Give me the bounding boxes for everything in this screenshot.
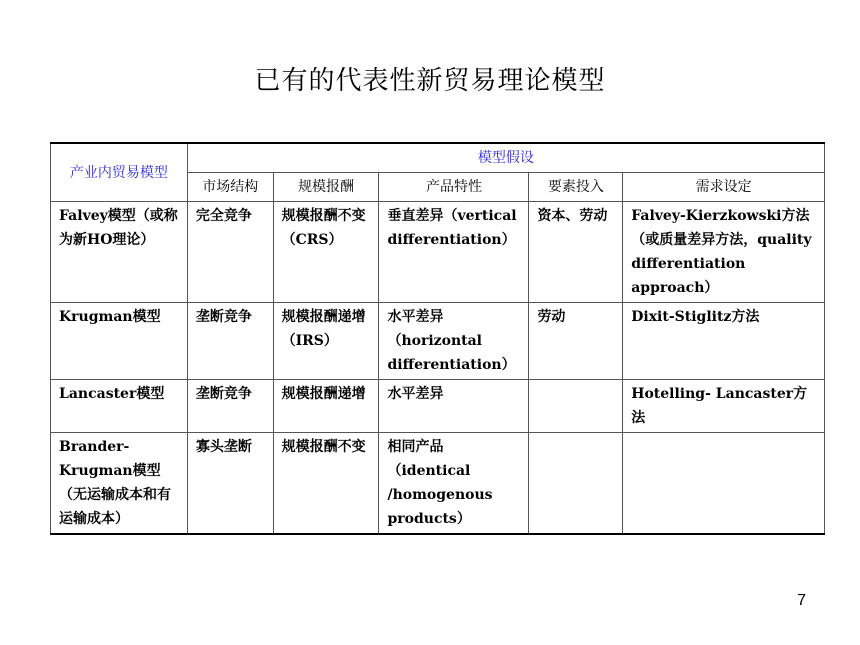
header-factor-inputs: 要素投入	[529, 173, 623, 202]
cell-market: 寡头垄断	[187, 433, 273, 535]
page-number: 7	[797, 592, 806, 609]
header-row-group	[51, 143, 825, 173]
cell-product: 相同产品（identical /homogenous products）	[379, 433, 529, 535]
cell-demand: Dixit-Stiglitz方法	[623, 303, 825, 380]
cell-market: 完全竞争	[187, 202, 273, 303]
cell-market: 垄断竞争	[187, 380, 273, 433]
cell-factor: 资本、劳动	[529, 202, 623, 303]
header-market-structure: 市场结构	[187, 173, 273, 202]
cell-model: Krugman模型	[51, 303, 188, 380]
cell-model: Brander-Krugman模型（无运输成本和有运输成本）	[51, 433, 188, 535]
cell-factor	[529, 433, 623, 535]
header-demand-setting: 需求设定	[623, 173, 825, 202]
cell-demand: Hotelling- Lancaster方法	[623, 380, 825, 433]
page-title: 已有的代表性新贸易理论模型	[254, 66, 606, 96]
header-assumptions: 模型假设	[187, 143, 824, 173]
cell-product: 水平差异	[379, 380, 529, 433]
cell-product: 垂直差异（vertical differentiation）	[379, 202, 529, 303]
table-row	[51, 303, 825, 380]
cell-returns: 规模报酬递增（IRS）	[273, 303, 379, 380]
cell-factor: 劳动	[529, 303, 623, 380]
cell-returns: 规模报酬不变（CRS）	[273, 202, 379, 303]
table-row	[51, 380, 825, 433]
cell-demand	[623, 433, 825, 535]
cell-product: 水平差异（horizontal differentiation）	[379, 303, 529, 380]
cell-returns: 规模报酬不变	[273, 433, 379, 535]
cell-factor	[529, 380, 623, 433]
header-returns-to-scale: 规模报酬	[273, 173, 379, 202]
model-table	[50, 142, 825, 535]
cell-model: Lancaster模型	[51, 380, 188, 433]
cell-returns: 规模报酬递增	[273, 380, 379, 433]
table-row	[51, 202, 825, 303]
header-model-type: 产业内贸易模型	[51, 143, 188, 202]
cell-model: Falvey模型（或称为新HO理论）	[51, 202, 188, 303]
cell-demand: Falvey-Kierzkowski方法（或质量差异方法，quality differentiation approach）	[623, 202, 825, 303]
table-row	[51, 433, 825, 535]
header-product-characteristics: 产品特性	[379, 173, 529, 202]
cell-market: 垄断竞争	[187, 303, 273, 380]
